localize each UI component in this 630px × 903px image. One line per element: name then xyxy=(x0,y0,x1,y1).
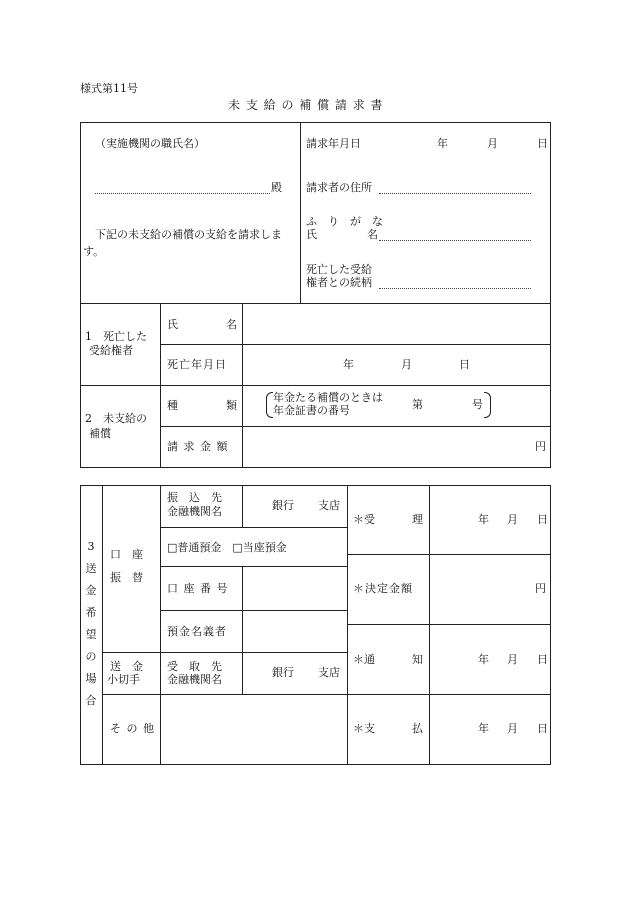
receipt-label-2: 理 xyxy=(412,513,423,526)
amount-label: 請 求 金 額 xyxy=(167,440,229,453)
bank-text: 銀行 xyxy=(272,499,294,512)
payment-month: 月 xyxy=(507,722,518,735)
sec1-bottom-line xyxy=(80,385,551,386)
relation-label-2: 権者との続柄 xyxy=(306,276,372,289)
notice-day: 日 xyxy=(537,653,548,666)
name-label-1: 氏 xyxy=(306,228,317,241)
other-label: そ の 他 xyxy=(110,722,155,735)
rem-col-e xyxy=(429,485,430,765)
sec1-mid-line xyxy=(160,344,551,345)
right-bracket xyxy=(484,392,491,418)
receive-label-2: 金融機関名 xyxy=(167,673,222,686)
decided-amount-label: ＊決定金額 xyxy=(353,582,413,595)
account-transfer-2: 振 替 xyxy=(110,571,143,584)
account-no-label: 口 座 番 号 xyxy=(167,582,229,595)
bank-label-2: 金融機関名 xyxy=(167,505,222,518)
rem-col-d xyxy=(347,485,348,765)
kind-label-1: 種 xyxy=(167,399,178,412)
rem-r3 xyxy=(347,694,551,695)
check-label-1: 送 金 xyxy=(110,660,143,673)
holder-field[interactable] xyxy=(243,611,346,651)
request-date-label: 請求年月日 xyxy=(306,137,361,150)
rem-col-a xyxy=(102,485,103,765)
receive-label-1: 受 取 先 xyxy=(167,660,222,673)
rem-h4 xyxy=(102,652,347,653)
rem-h1 xyxy=(160,527,347,528)
deceased-name-field[interactable] xyxy=(243,304,550,344)
pension-text-1: 年金たる補償のときは xyxy=(273,391,383,404)
decided-yen: 円 xyxy=(535,582,546,595)
left-bracket xyxy=(266,392,273,418)
sec2-label-2: 補償 xyxy=(89,427,111,440)
request-year: 年 xyxy=(437,137,448,150)
relation-line[interactable] xyxy=(379,288,531,289)
rem-col-c1 xyxy=(242,485,243,527)
holder-label: 預金名義者 xyxy=(167,625,227,638)
bank2-text: 銀行 xyxy=(272,666,294,679)
rem-r1 xyxy=(347,554,551,555)
branch2-text: 支店 xyxy=(318,666,340,679)
agency-label: （実施機関の職氏名） xyxy=(95,137,205,150)
name-line[interactable] xyxy=(379,240,531,241)
sec2-label-1: 2 未支給の xyxy=(85,412,147,425)
address-line[interactable] xyxy=(379,193,531,194)
receipt-label-1: ＊受 xyxy=(353,513,375,526)
furigana-label: ふ り が な xyxy=(306,215,383,228)
request-text-line1: 下記の未支給の補償の支給を請求しま xyxy=(95,228,282,241)
amount-field[interactable] xyxy=(243,427,550,467)
form-title: 未 支 給 の 補 償 請 求 書 xyxy=(228,98,384,112)
sec1-name-label-2: 名 xyxy=(226,318,237,331)
death-year: 年 xyxy=(343,358,354,371)
notice-month: 月 xyxy=(507,653,518,666)
death-date-label: 死亡年月日 xyxy=(167,358,227,371)
relation-label-1: 死亡した受給 xyxy=(306,263,372,276)
receipt-day: 日 xyxy=(537,513,548,526)
form-number: 様式第11号 xyxy=(80,82,138,95)
notice-label-2: 知 xyxy=(412,653,423,666)
account-transfer-1: 口 座 xyxy=(110,548,143,561)
sec1-label-1: 1 死亡した xyxy=(85,330,147,343)
sec1-label-2: 受給権者 xyxy=(89,344,133,357)
top-divider xyxy=(300,122,301,303)
payment-day: 日 xyxy=(537,722,548,735)
request-text-line2: す。 xyxy=(83,245,105,258)
death-month: 月 xyxy=(401,358,412,371)
request-month: 月 xyxy=(487,137,498,150)
remittance-vertical-label: 3送金希望の場合 xyxy=(85,540,97,707)
request-day: 日 xyxy=(537,137,548,150)
pension-go: 号 xyxy=(472,398,483,411)
deposit-type-options[interactable]: □普通預金 □当座預金 xyxy=(167,541,287,554)
rem-r2 xyxy=(347,624,551,625)
account-no-field[interactable] xyxy=(243,567,346,609)
pension-text-2: 年金証書の番号 xyxy=(273,404,350,417)
payment-label-2: 払 xyxy=(412,722,423,735)
death-day: 日 xyxy=(459,358,470,371)
agency-name-line[interactable] xyxy=(95,193,270,194)
other-field[interactable] xyxy=(161,695,346,764)
receipt-year: 年 xyxy=(478,513,489,526)
name-label-2: 名 xyxy=(367,228,378,241)
notice-year: 年 xyxy=(478,653,489,666)
address-label: 請求者の住所 xyxy=(306,181,372,194)
bank-label-1: 振 込 先 xyxy=(167,491,222,504)
check-label-2: 小切手 xyxy=(107,673,140,686)
sec1-name-label-1: 氏 xyxy=(167,318,178,331)
kind-label-2: 類 xyxy=(226,399,237,412)
payment-label-1: ＊支 xyxy=(353,722,375,735)
payment-year: 年 xyxy=(478,722,489,735)
pension-dai: 第 xyxy=(412,398,423,411)
notice-label-1: ＊通 xyxy=(353,653,375,666)
amount-yen: 円 xyxy=(535,440,546,453)
receipt-month: 月 xyxy=(507,513,518,526)
dono-text: 殿 xyxy=(271,181,282,194)
branch-text: 支店 xyxy=(318,499,340,512)
